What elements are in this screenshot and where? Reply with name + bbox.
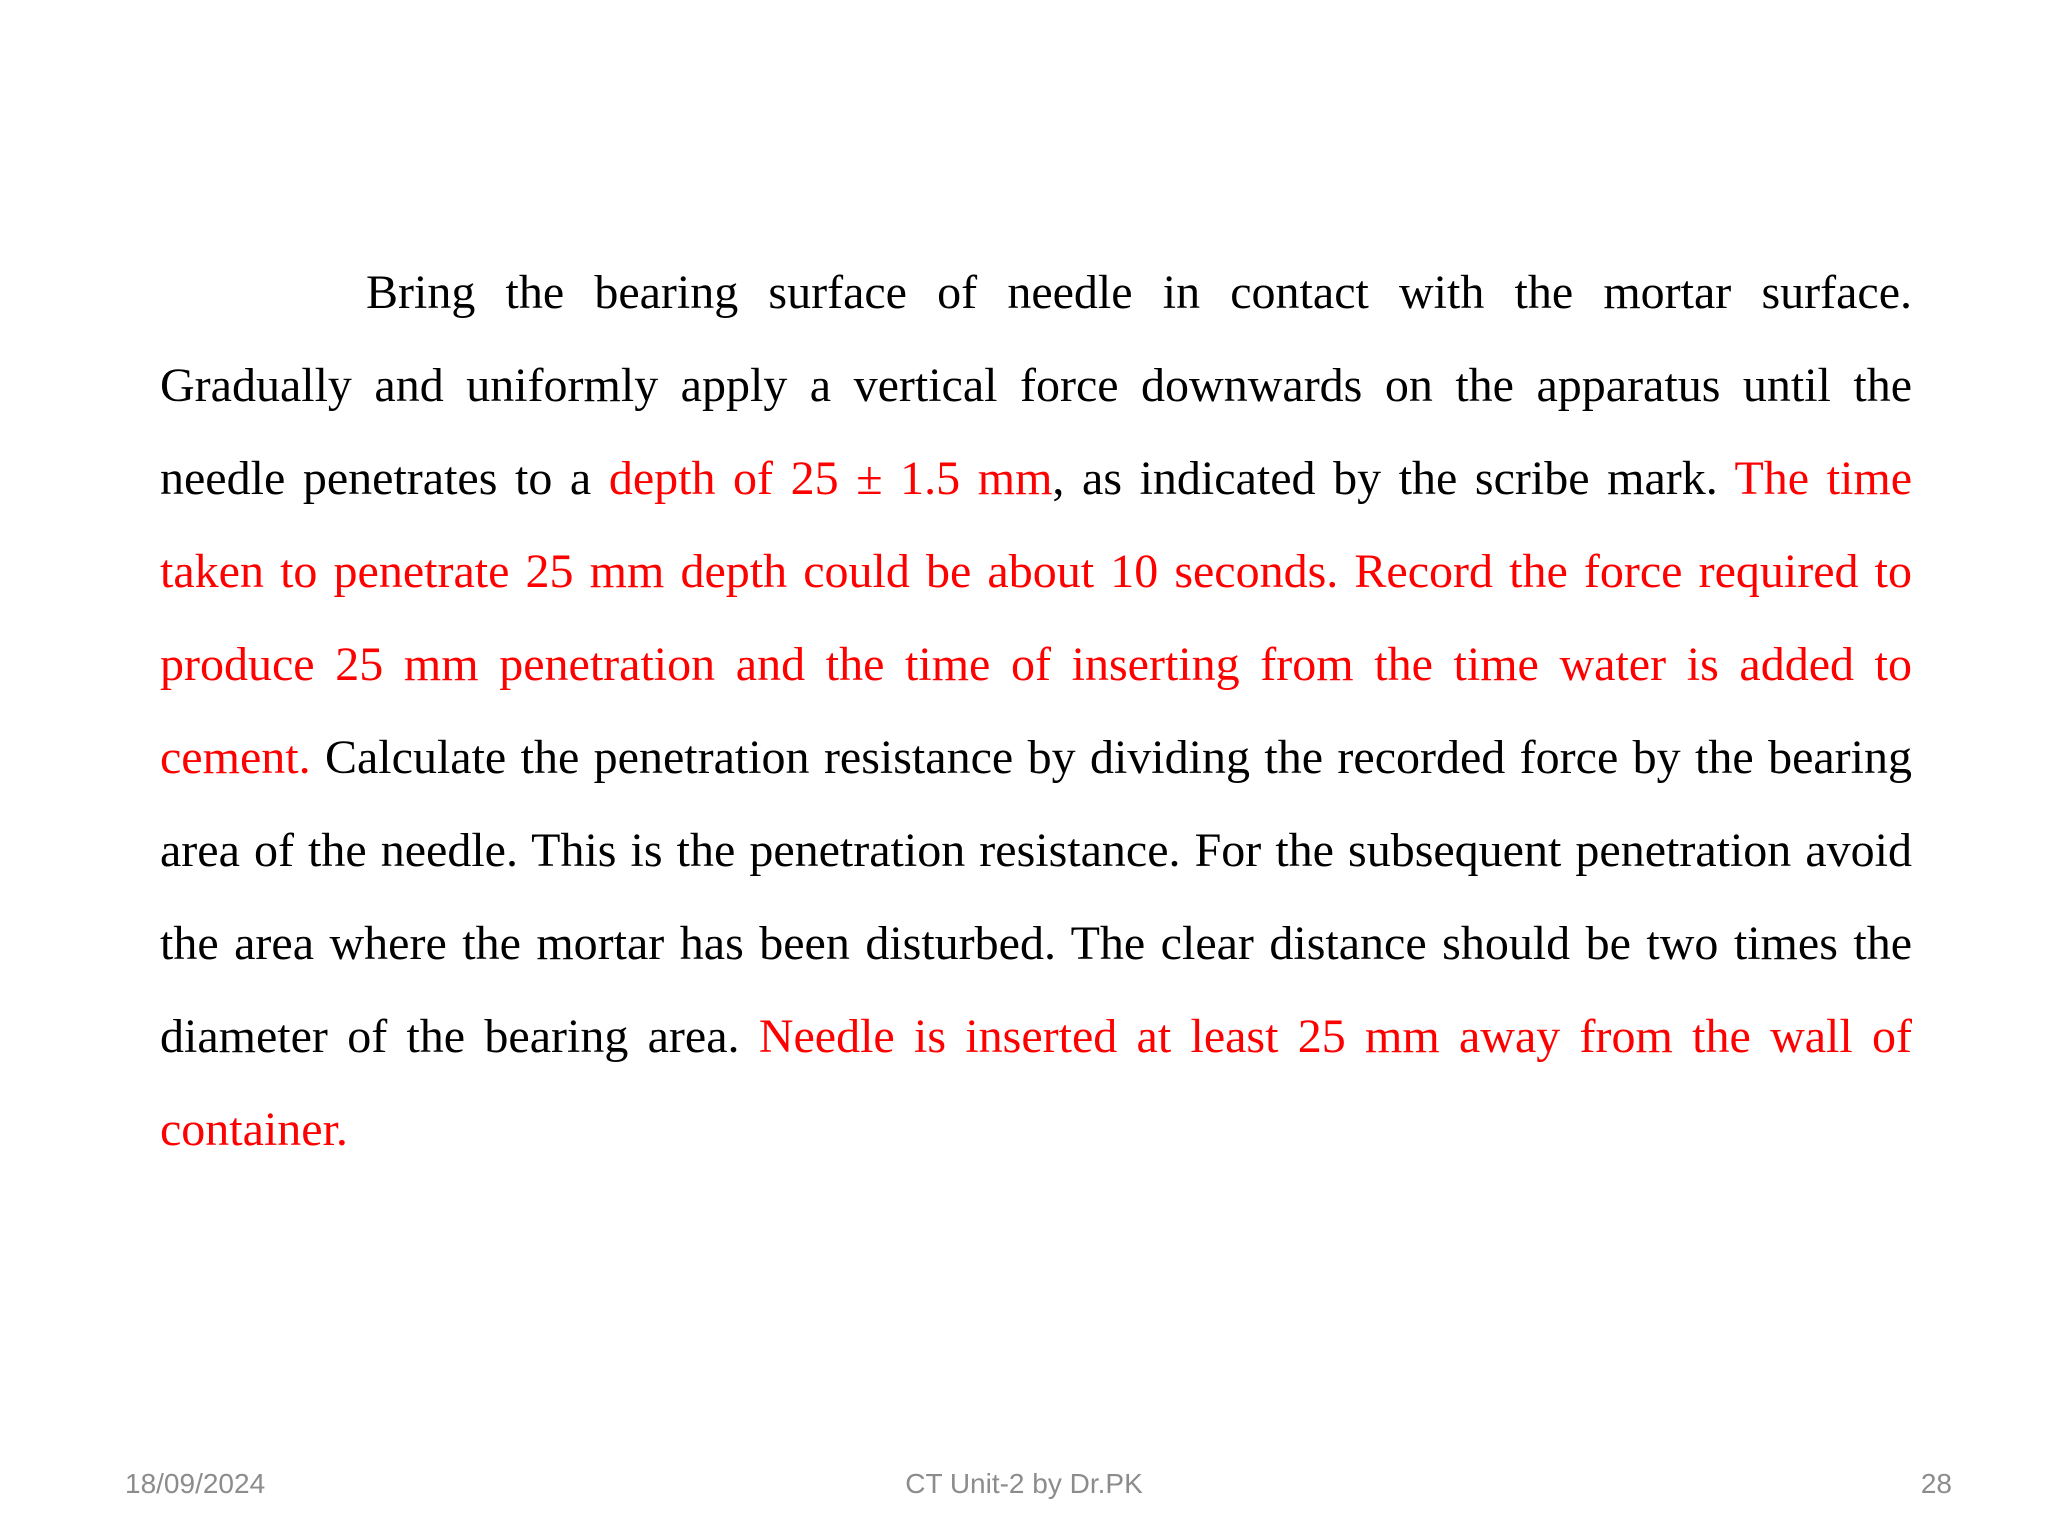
footer-date: 18/09/2024 xyxy=(125,1468,266,1499)
highlighted-text-depth: depth of 25 ± 1.5 mm xyxy=(608,452,1053,505)
highlighted-text-needle: Needle is inserted at least 25 mm away from the wall of container. xyxy=(160,1010,1912,1156)
body-paragraph xyxy=(160,246,1912,1176)
text-segment: Calculate the penetration resistance by dividing the recorded force by the bearing area of the needle. This is the penetration resistance. For the subsequent penetration avoid the area where the mortar has been disturbed. The clear distance should be two times the diameter of the bearing area. xyxy=(160,731,1912,1063)
text-segment: , as indicated by the scribe mark. xyxy=(1052,452,1735,505)
footer-title: CT Unit-2 by Dr.PK xyxy=(905,1468,1143,1499)
highlighted-text-time: The time taken to penetrate 25 mm depth could be about 10 seconds. Record the force required to produce 25 mm penetration and the time of inserting from the time water is added to cement. xyxy=(160,452,1913,784)
text-segment: Bring the bearing surface of needle in contact with the mortar surface. Gradually and uniformly apply a vertical force downwards on the apparatus until the needle penetrates to a xyxy=(160,266,1912,505)
page-number: 28 xyxy=(1920,1468,1952,1499)
